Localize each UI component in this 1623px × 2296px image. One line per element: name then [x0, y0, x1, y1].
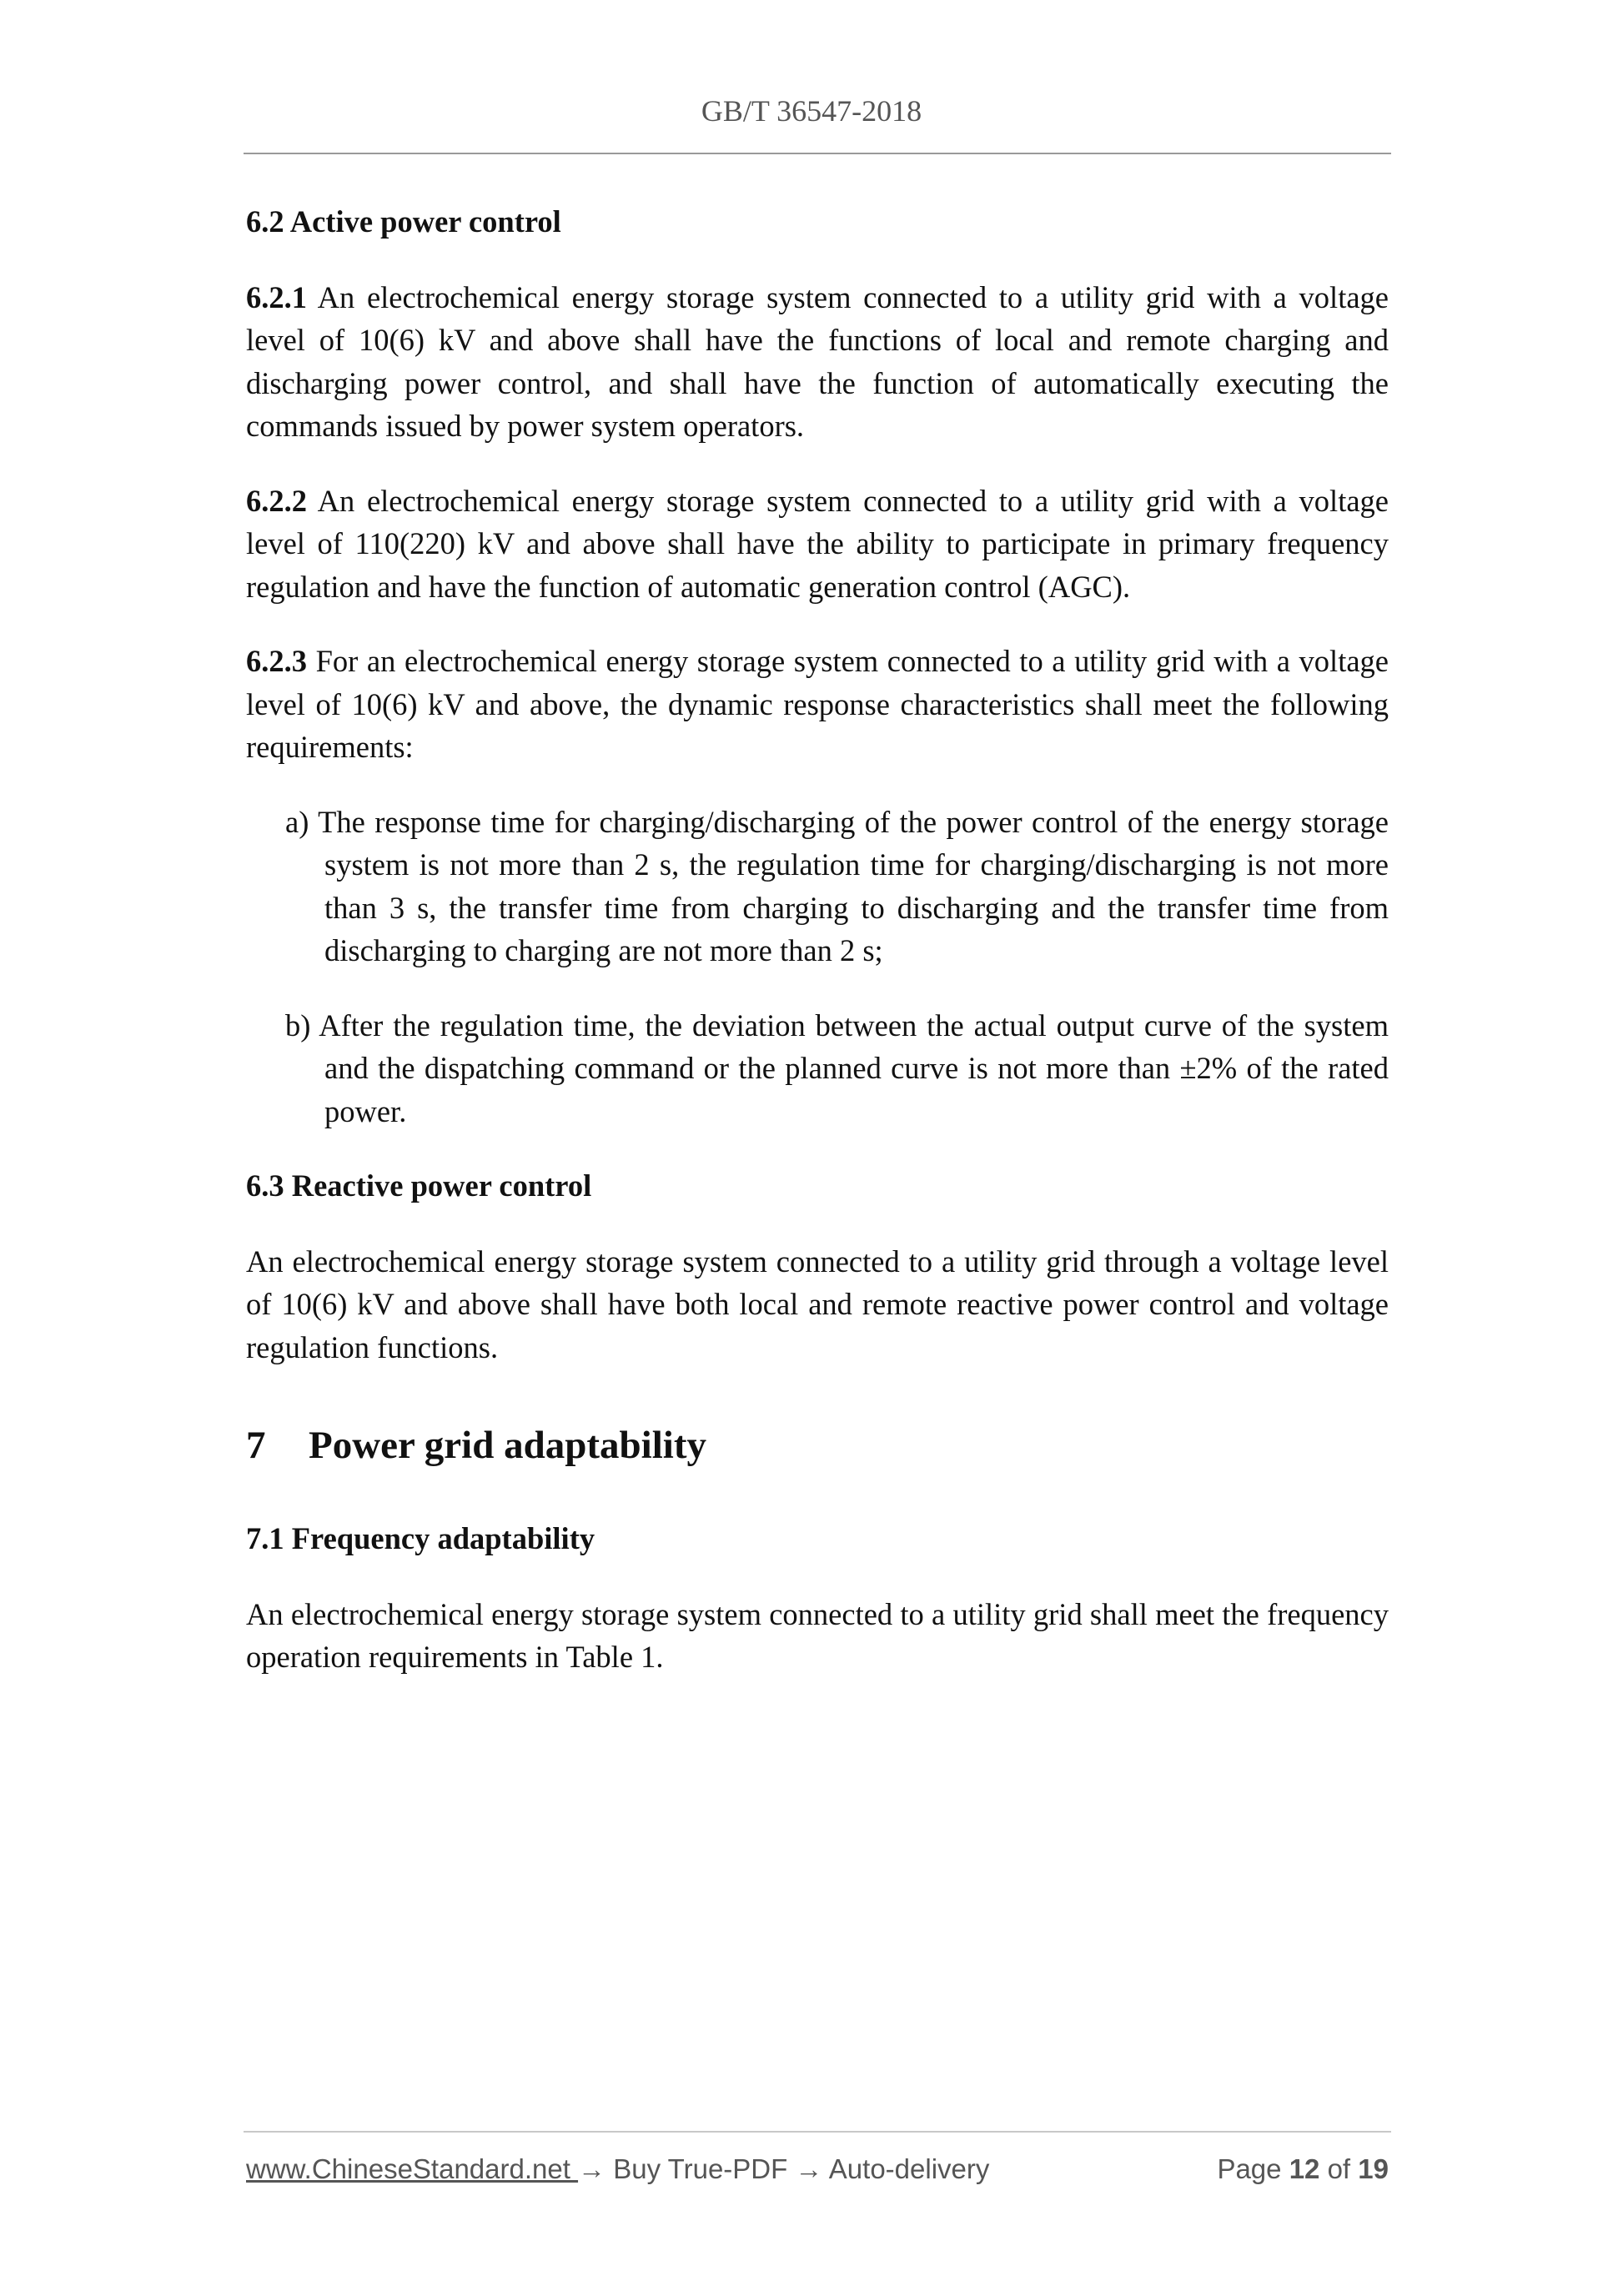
- page-of-label: of: [1327, 2153, 1351, 2184]
- clause-text: For an electrochemical energy storage system connected to a utility grid with a voltage level of 10(6) kV and above, the dynamic response characteristics shall meet the following requirements:: [246, 644, 1389, 764]
- running-header: GB/T 36547-2018: [701, 94, 922, 128]
- clause-number: 6.2.1: [246, 279, 307, 314]
- chapter-number: 7: [246, 1424, 266, 1467]
- clause-text: An electrochemical energy storage system connected to a utility grid with a voltage level of 110(220) kV and above shall have the ability to participate in primary frequency regulation and have the function of automatic generation control (AGC).: [246, 483, 1389, 604]
- page-label: Page: [1217, 2153, 1282, 2184]
- section-6-3-text: An electrochemical energy storage system connected to a utility grid through a voltage level of 10(6) kV and above shall have both local and remote reactive power control and voltage regulation functions.: [246, 1243, 1389, 1364]
- list-item-b: [285, 1004, 1389, 1133]
- section-heading-6-2: 6.2 Active power control: [246, 204, 561, 239]
- page-footer: [246, 2153, 1389, 2195]
- footer-promo: [246, 2153, 989, 2185]
- chapter-title: Power grid adaptability: [309, 1424, 706, 1467]
- list-text: After the regulation time, the deviation between the actual output curve of the system and the dispatching command or the planned curve is not more than ±2% of the rated power.: [319, 1007, 1389, 1128]
- page-content: [246, 200, 1389, 1711]
- clause-6-2-2: [246, 480, 1389, 609]
- list-item-a: [285, 801, 1389, 972]
- section-7-1-text: An electrochemical energy storage system connected to a utility grid shall meet the frequency operation requirements in Table 1.: [246, 1596, 1389, 1674]
- footer-rule: [244, 2131, 1391, 2133]
- footer-promo-text: → Buy True-PDF → Auto-delivery: [578, 2153, 990, 2184]
- clause-6-2-3: [246, 640, 1389, 769]
- section-heading-7-1: 7.1 Frequency adaptability: [246, 1521, 595, 1555]
- header-rule: [244, 153, 1391, 154]
- total-pages: 19: [1358, 2153, 1389, 2184]
- clause-text: An electrochemical energy storage system connected to a utility grid with a voltage level of 10(6) kV and above shall have the functions of local and remote charging and discharging power control, and shall have the function of automatically executing the commands issued by power system operators.: [246, 279, 1389, 443]
- chapter-heading-7: [246, 1420, 1389, 1470]
- list-marker: b): [285, 1007, 311, 1042]
- website-link[interactable]: www.ChineseStandard.net: [246, 2153, 579, 2184]
- clause-number: 6.2.2: [246, 483, 307, 518]
- list-marker: a): [285, 804, 309, 839]
- clause-number: 6.2.3: [246, 644, 307, 678]
- current-page: 12: [1289, 2153, 1320, 2184]
- list-text: The response time for charging/discharging of the power control of the energy storage system is not more than 2 s, the regulation time for charging/discharging is not more than 3 s, the transfer time from charging to discharging and the transfer time from discharging to charging are not more than 2 s;: [318, 804, 1389, 967]
- section-heading-6-3: 6.3 Reactive power control: [246, 1168, 592, 1203]
- page-number: [1217, 2153, 1389, 2185]
- clause-6-2-1: [246, 276, 1389, 448]
